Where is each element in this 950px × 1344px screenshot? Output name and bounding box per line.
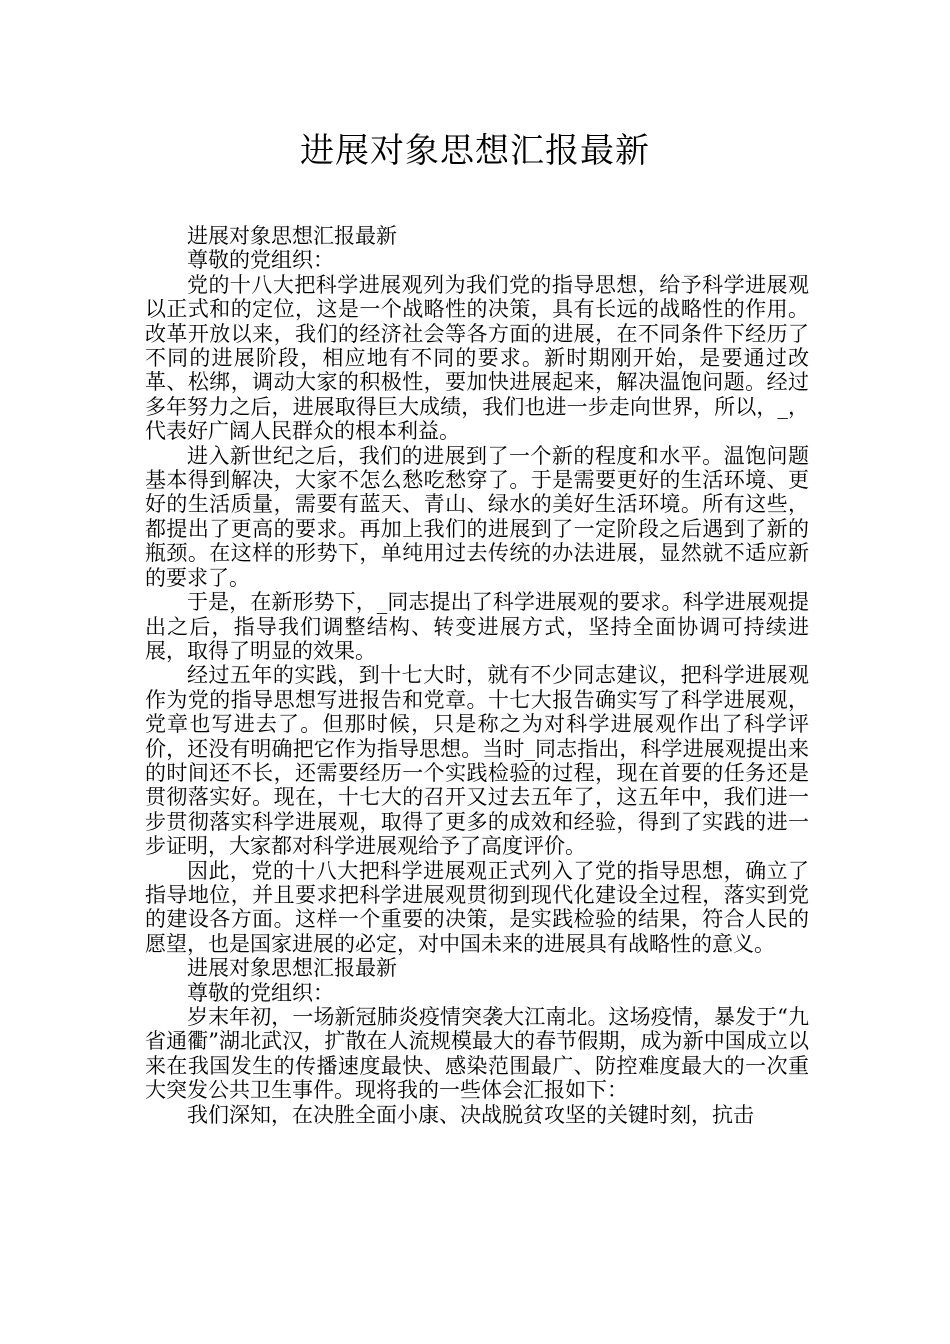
paragraph: 我们深知，在决胜全面小康、决战脱贫攻坚的关键时刻，抗击 — [187, 1102, 754, 1127]
paragraph-heading-1: 进展对象思想汇报最新 — [187, 224, 397, 248]
paragraph-salutation-1: 尊敬的党组织： — [187, 248, 334, 273]
paragraph-heading-2: 进展对象思想汇报最新 — [187, 956, 397, 981]
document-title: 进展对象思想汇报最新 — [300, 131, 650, 171]
paragraph: 岁末年初，一场新冠肺炎疫情突袭大江南北。这场疫情，暴发于“九省通衢”湖北武汉，扩散在人流规模最大的春节假期，成为新中国成立以来在我国发生的传播速度最快、感染范围最广、防控难度最大的一次重大突发公共卫生事件。现将我的一些体会汇报如下： — [145, 1005, 809, 1103]
paragraph: 于是，在新形势下，_同志提出了科学进展观的要求。科学进展观提出之后，指导我们调整结构、转变进展方式，坚持全面协调可持续进展，取得了明显的效果。 — [145, 590, 809, 663]
document-body — [145, 224, 809, 1127]
paragraph: 党的十八大把科学进展观列为我们党的指导思想，给予科学进展观以正式和的定位，这是一个战略性的决策，具有长远的战略性的作用。改革开放以来，我们的经济社会等各方面的进展，在不同条件下经历了不同的进展阶段，相应地有不同的要求。新时期刚开始，是要通过改革、松绑，调动大家的积极性，要加快进展起来，解决温饱问题。经过多年努力之后，进展取得巨大成绩，我们也进一步走向世界，所以，_，代表好广阔人民群众的根本利益。 — [145, 272, 809, 444]
paragraph: 因此，党的十八大把科学进展观正式列入了党的指导思想，确立了指导地位，并且要求把科学进展观贯彻到现代化建设全过程，落实到党的建设各方面。这样一个重要的决策，是实践检验的结果，符合人民的愿望，也是国家进展的必定，对中国未来的进展具有战略性的意义。 — [145, 858, 809, 956]
paragraph: 进入新世纪之后，我们的进展到了一个新的程度和水平。温饱问题基本得到解决，大家不怎么愁吃愁穿了。于是需要更好的生活环境、更好的生活质量，需要有蓝天、青山、绿水的美好生活环境。所有这些，都提出了更高的要求。再加上我们的进展到了一定阶段之后遇到了新的瓶颈。在这样的形势下，单纯用过去传统的办法进展，显然就不适应新的要求了。 — [145, 443, 809, 590]
paragraph-salutation-2: 尊敬的党组织： — [187, 980, 334, 1005]
paragraph: 经过五年的实践，到十七大时，就有不少同志建议，把科学进展观作为党的指导思想写进报告和党章。十七大报告确实写了科学进展观，党章也写进去了。但那时候，只是称之为对科学进展观作出了科学评价，还没有明确把它作为指导思想。当时_同志指出，科学进展观提出来的时间还不长，还需要经历一个实践检验的过程，现在首要的任务还是贯彻落实好。现在，十七大的召开又过去五年了，这五年中，我们进一步贯彻落实科学进展观，取得了更多的成效和经验，得到了实践的进一步证明，大家都对科学进展观给予了高度评价。 — [145, 663, 809, 859]
